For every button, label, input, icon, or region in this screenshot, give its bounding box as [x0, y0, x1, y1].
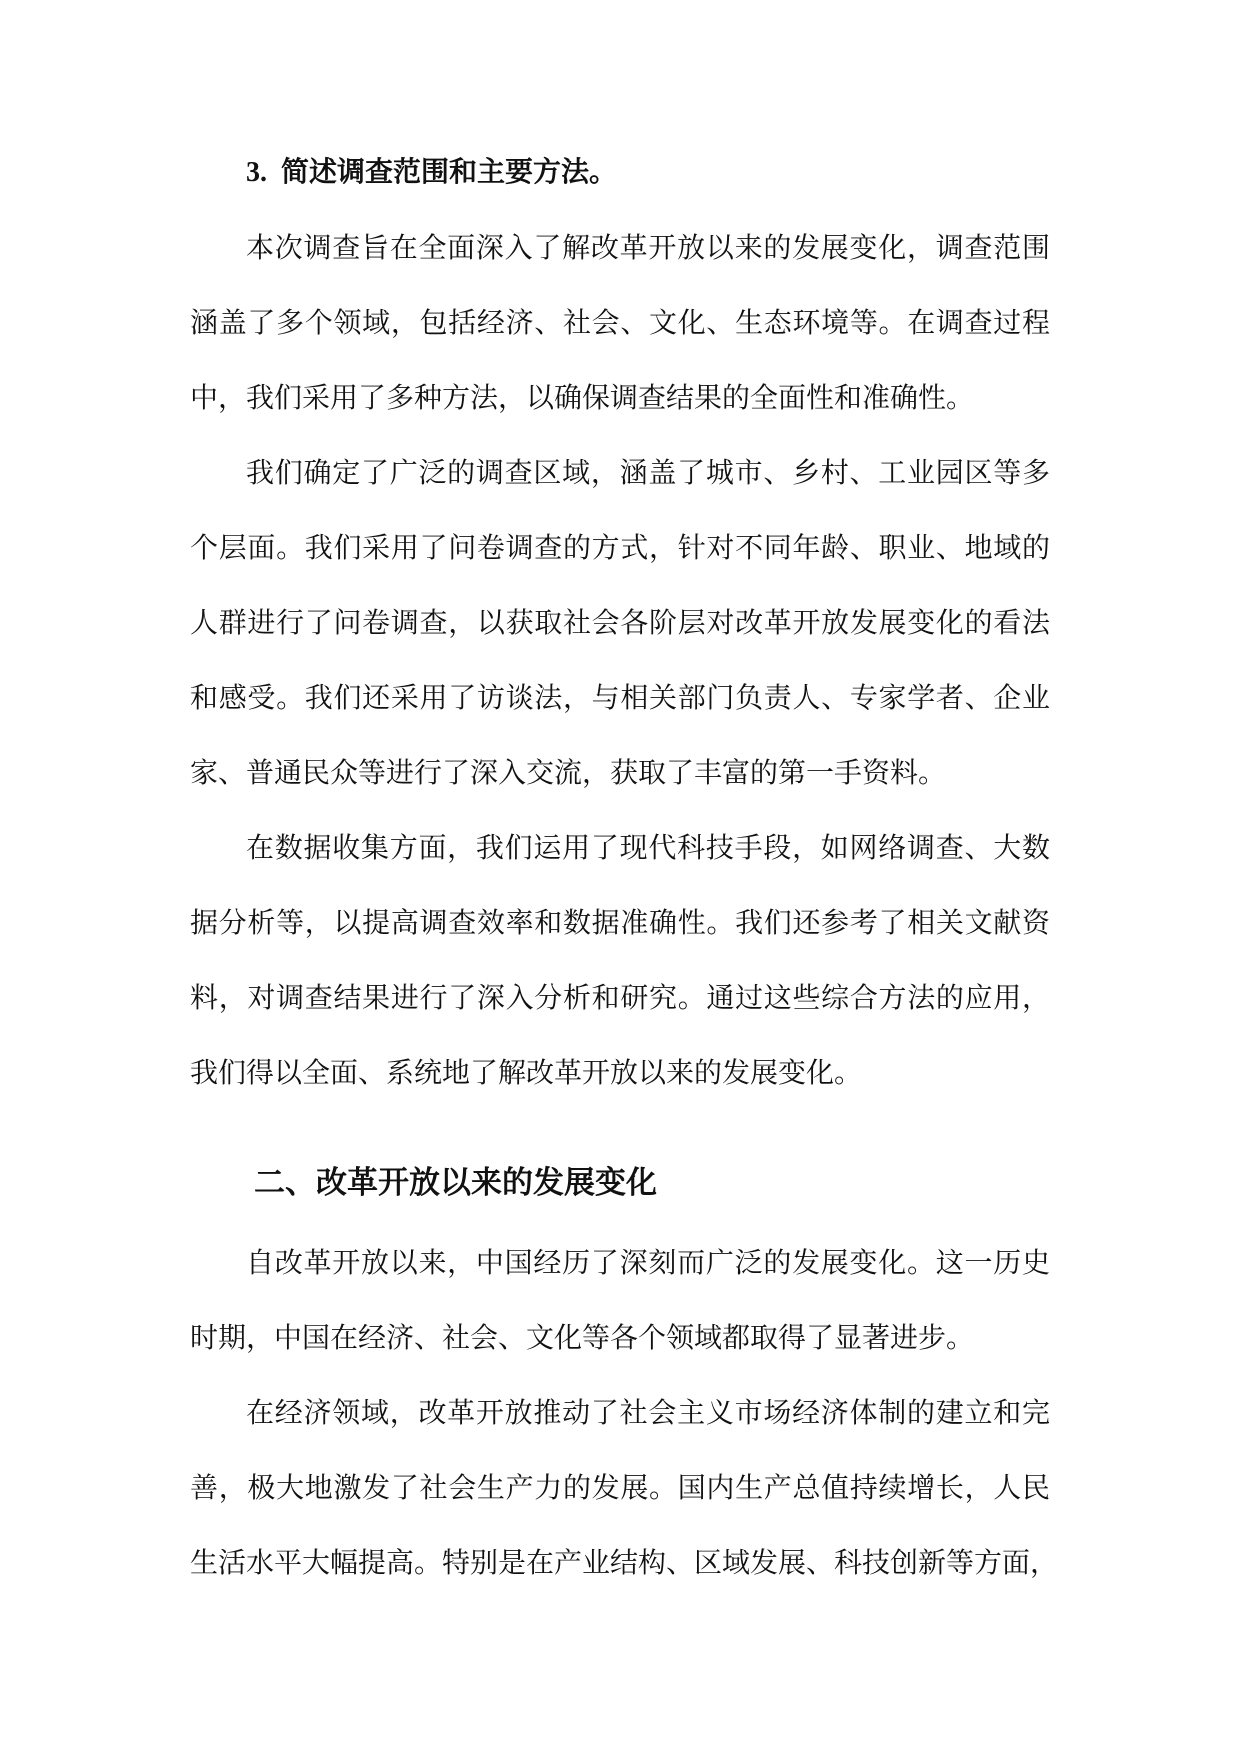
paragraph-line: 和感受。我们还采用了访谈法，与相关部门负责人、专家学者、企业	[190, 681, 1050, 714]
paragraph-line: 在数据收集方面，我们运用了现代科技手段，如网络调查、大数	[246, 831, 1050, 864]
paragraph-line: 涵盖了多个领域，包括经济、社会、文化、生态环境等。在调查过程	[190, 306, 1050, 339]
paragraph-line: 善，极大地激发了社会生产力的发展。国内生产总值持续增长，人民	[190, 1471, 1050, 1504]
sub-heading-text: 简述调查范围和主要方法。	[281, 155, 618, 188]
paragraph-line: 据分析等，以提高调查效率和数据准确性。我们还参考了相关文献资	[190, 906, 1050, 939]
paragraph-line: 生活水平大幅提高。特别是在产业结构、区域发展、科技创新等方面，	[190, 1546, 1059, 1579]
section-heading: 二、改革开放以来的发展变化	[254, 1165, 657, 1201]
paragraph-line: 我们确定了广泛的调查区域，涵盖了城市、乡村、工业园区等多	[246, 456, 1050, 489]
paragraph-line: 家、普通民众等进行了深入交流，获取了丰富的第一手资料。	[190, 756, 947, 789]
paragraph-line: 料，对调查结果进行了深入分析和研究。通过这些综合方法的应用，	[190, 981, 1050, 1014]
paragraph-line: 中，我们采用了多种方法，以确保调查结果的全面性和准确性。	[190, 381, 975, 414]
paragraph-line: 自改革开放以来，中国经历了深刻而广泛的发展变化。这一历史	[246, 1246, 1050, 1279]
paragraph-line: 本次调查旨在全面深入了解改革开放以来的发展变化，调查范围	[246, 231, 1050, 264]
sub-heading-number: 3.	[246, 157, 267, 188]
paragraph-line: 个层面。我们采用了问卷调查的方式，针对不同年龄、职业、地域的	[190, 531, 1050, 564]
paragraph-line: 人群进行了问卷调查，以获取社会各阶层对改革开放发展变化的看法	[190, 606, 1050, 639]
paragraph-line: 在经济领域，改革开放推动了社会主义市场经济体制的建立和完	[246, 1396, 1050, 1429]
paragraph-line: 时期，中国在经济、社会、文化等各个领域都取得了显著进步。	[190, 1321, 975, 1354]
sub-heading	[246, 152, 617, 192]
paragraph-line: 我们得以全面、系统地了解改革开放以来的发展变化。	[190, 1056, 863, 1089]
